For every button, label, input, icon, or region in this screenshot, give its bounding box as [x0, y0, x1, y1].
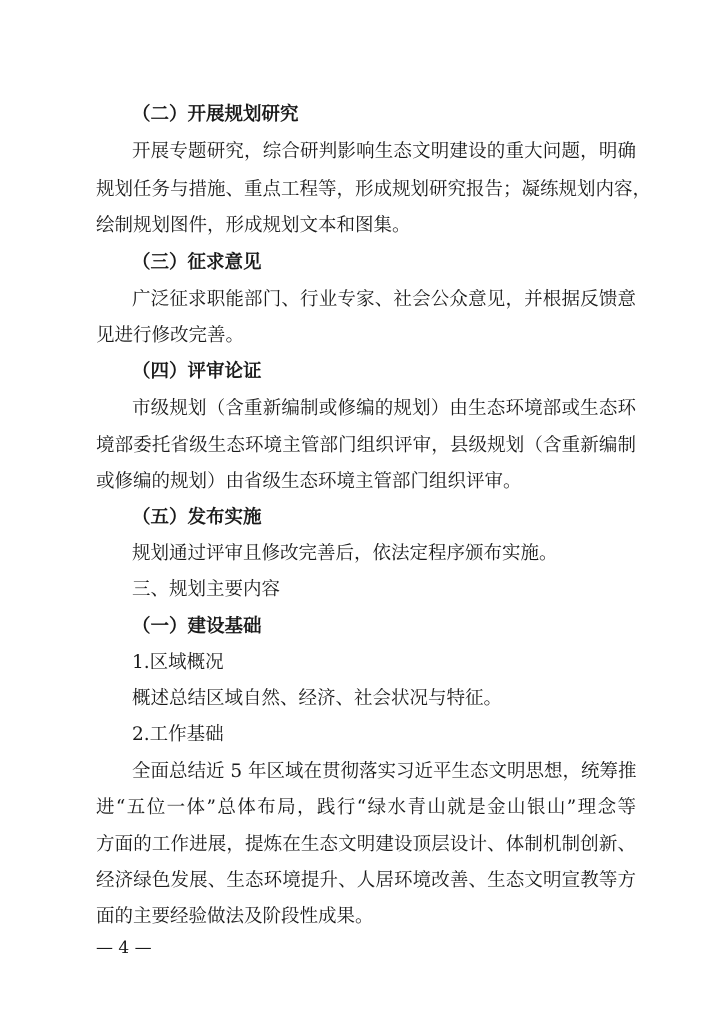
- paragraph-line: 进“五位一体”总体布局，践行“绿水青山就是金山银山”理念等: [96, 797, 636, 818]
- section-heading-3: 三、规划主要内容: [132, 579, 281, 600]
- paragraph-line: 或修编的规划）由省级生态环境主管部门组织评审。: [96, 471, 522, 492]
- paragraph-line: 广泛征求职能部门、行业专家、社会公众意见，并根据反馈意: [132, 289, 636, 310]
- paragraph-line: 全面总结近 5 年区域在贯彻落实习近平生态文明思想，统筹推: [132, 761, 637, 782]
- paragraph-line: 概述总结区域自然、经济、社会状况与特征。: [132, 688, 503, 709]
- section-heading-2-2: （二）开展规划研究: [132, 104, 299, 125]
- section-heading-3-1: （一）建设基础: [132, 616, 262, 637]
- paragraph-line: 面的主要经验做法及阶段性成果。: [96, 906, 374, 927]
- subsection-heading-2: 2.工作基础: [132, 724, 224, 745]
- paragraph-line: 绘制规划图件，形成规划文本和图集。: [96, 215, 411, 236]
- paragraph-line: 市级规划（含重新编制或修编的规划）由生态环境部或生态环: [132, 398, 636, 419]
- paragraph-line: 规划通过评审且修改完善后，依法定程序颁布实施。: [132, 543, 558, 564]
- subsection-heading-1: 1.区域概况: [132, 652, 224, 673]
- paragraph-line: 境部委托省级生态环境主管部门组织评审，县级规划（含重新编制: [96, 435, 636, 456]
- section-heading-2-3: （三）征求意见: [132, 252, 262, 273]
- paragraph-line: 开展专题研究，综合研判影响生态文明建设的重大问题，明确: [132, 141, 636, 162]
- paragraph-line: 见进行修改完善。: [96, 325, 245, 346]
- section-heading-2-5: （五）发布实施: [132, 507, 262, 528]
- paragraph-line: 规划任务与措施、重点工程等，形成规划研究报告；凝练规划内容，: [96, 179, 652, 200]
- page-number: — 4 —: [96, 938, 152, 958]
- paragraph-line: 经济绿色发展、生态环境提升、人居环境改善、生态文明宣教等方: [96, 870, 636, 891]
- paragraph-line: 方面的工作进展，提炼在生态文明建设顶层设计、体制机制创新、: [96, 834, 636, 855]
- section-heading-2-4: （四）评审论证: [132, 361, 262, 382]
